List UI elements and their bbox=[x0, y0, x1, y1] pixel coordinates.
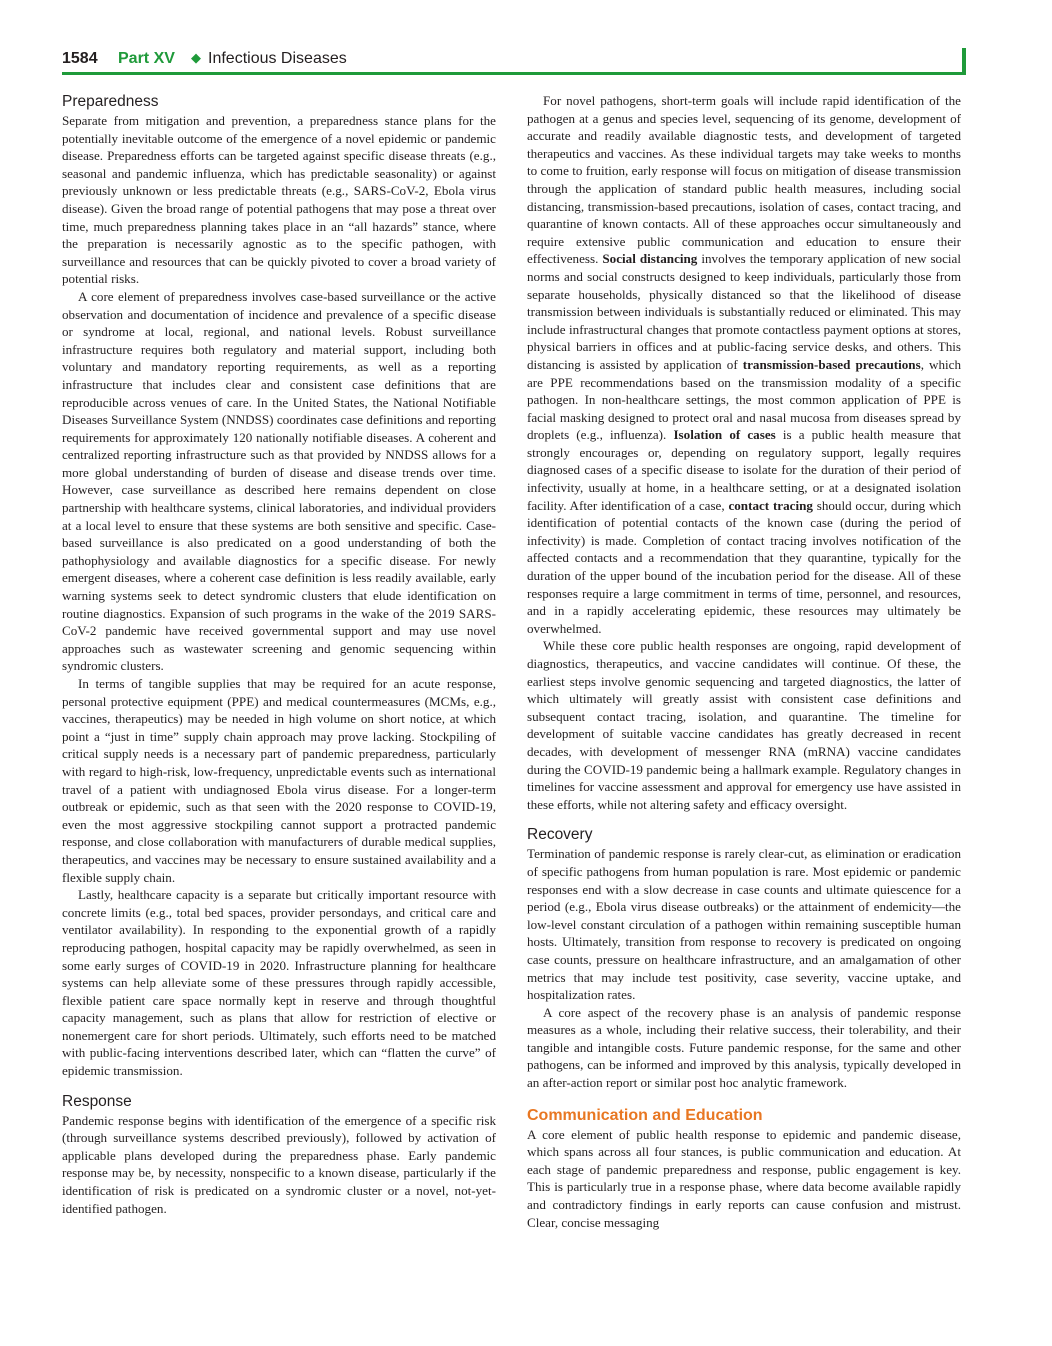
key-term-transmission-based-precautions: transmission-based precautions bbox=[742, 356, 921, 372]
section-heading-response: Response bbox=[62, 1092, 132, 1110]
paragraph: In terms of tangible supplies that may be required for an acute response, personal protective equipment (PPE) and medical countermeasures (MCMs, e.g., vaccines, therapeutics) may be needed in high volume on short notice, at which point a “just in time” supply chain approach may prove lacking. Stockpiling of critical supply needs is a necessary part of pandemic preparedness, particularly with regard to high-risk, low-frequency, unpredictable events such as international travel of a patient with undiagnosed Ebola virus disease. For a longer-term outbreak or epidemic, such as that seen with the 2020 response to COVID-19, even the most aggressive stockpiling cannot support a protracted pandemic response, and close collaboration with manufacturers of durable medical supplies, therapeutics, and vaccines may be necessary to ensure sustained availability and a flexible supply chain. bbox=[62, 676, 496, 885]
left-column bbox=[62, 92, 496, 1217]
section-heading-preparedness: Preparedness bbox=[62, 93, 159, 110]
section-heading-communication: Communication and Education bbox=[527, 1106, 763, 1124]
part-label: Part XV bbox=[118, 50, 175, 67]
running-header bbox=[62, 48, 962, 72]
text-run: involves the temporary application of new social norms and social constructs designed to keep individuals, particularly those from separate households, physically distanced so that the likelihood of disease transmission between individuals is substantially reduced or eliminated. This may include infrastructural changes that promote contactless payment options at stores, physical barriers in offices and at public-facing service desks, and others. This distancing is assisted by application of bbox=[527, 251, 961, 372]
header-rule-end bbox=[962, 48, 966, 75]
paragraph: Separate from mitigation and prevention, a preparedness stance plans for the potentially inevitable outcome of the emergence of a novel epidemic or pandemic disease. Preparedness efforts can be targeted against specific disease threats (e.g., seasonal and pandemic influenza, which has predictable seasonality) or against previously unknown or less predictable threats (e.g., SARS-CoV-2, Ebola virus disease). Given the broad range of potential pathogens that may pose a threat over time, much preparedness planning takes place in an “all hazards” stance, where the preparation is necessarily agnostic as to the specific pathogen, with surveillance and resources that can be quickly pivoted to cover a broad variety of potential risks. bbox=[62, 113, 496, 287]
paragraph: A core aspect of the recovery phase is an analysis of pandemic response measures as a whole, including their relative success, their tolerability, and their tangible and intangible costs. Future pandemic response, for the same and other pathogens, can be informed and improved by this analysis, typically developed in an after-action report or similar post hoc analytic framework. bbox=[527, 1004, 961, 1091]
text-run: is a public health measure that strongly encourages or, depending on regulatory support, legally requires diagnosed cases of a specific disease to isolate for the duration of their period of infectivity, usually at home, in a healthcare setting, or at a designated isolation facility. After identification of a case, bbox=[527, 427, 962, 513]
key-term-contact-tracing: contact tracing bbox=[728, 497, 813, 513]
paragraph: Lastly, healthcare capacity is a separate but critically important resource with concrete limits (e.g., total bed spaces, provider persondays, and critical care and ventilator availability). In responding to the exponential growth of a rapidly reproducing pathogen, hospital capacity may be rapidly overwhelmed, as seen in some early surges of COVID-19 in 2020. Infrastructure planning for healthcare systems can help alleviate some of these pressures through rapidly accessible, flexible patient care space normally kept in reserve and through thoughtful capacity management, such as plans that allow for restriction of elective or nonemergent care for short periods. Ultimately, such efforts need to be matched with public-facing interventions described later, which can “flatten the curve” of epidemic transmission. bbox=[62, 887, 496, 1079]
paragraph bbox=[527, 92, 961, 637]
section-heading-recovery: Recovery bbox=[527, 826, 593, 844]
header-rule bbox=[62, 72, 962, 75]
key-term-social-distancing: Social distancing bbox=[602, 251, 698, 267]
text-run: , which are PPE recommendations based on the transmission modality of a specific pathogen. In non-healthcare settings, the most common application of PPE is facial masking designed to protect oral and nasal mucosa from diseases spread by droplets (e.g., influenza). bbox=[527, 356, 962, 443]
text-run: should occur, during which identification of potential contacts of the known case (during the period of infectivity) is made. Completion of contact tracing involves notification of the affected contacts and a recommendation that they quarantine, typically for the duration of the upper bound of the incubation period for the disease. All of these responses require a large commitment in terms of time, personnel, and resources, and in a rapidly accelerating epidemic, these resources may ultimately be overwhelmed. bbox=[527, 497, 961, 636]
page-number: 1584 bbox=[62, 50, 98, 67]
paragraph: A core element of public health response to epidemic and pandemic disease, which spans across all four stances, is public communication and education. At each stage of pandemic preparedness and response, public engagement is key. This is particularly true in a response phase, where data become available rapidly and contradictory findings in early reports can cause confusion and mistrust. Clear, concise messaging bbox=[527, 1126, 961, 1230]
paragraph: Termination of pandemic response is rarely clear-cut, as elimination or eradication of specific pathogens from human population is rare. Most epidemic or pandemic responses end with a slow decrease in case counts and ultimate quiescence for a period (e.g., Ebola virus disease outbreaks) or the attainment of endemicity—the low-level constant circulation of a pathogen within remaining susceptible human hosts. Ultimately, transition from response to recovery is predicated on ongoing case counts, pressure on healthcare infrastructure, and an amalgamation of other metrics that may include test positivity, case severity, vaccine uptake, and hospitalization rates. bbox=[527, 846, 961, 1003]
right-column bbox=[527, 92, 961, 1231]
diamond-separator-icon: ◆ bbox=[191, 51, 201, 66]
key-term-isolation-of-cases: Isolation of cases bbox=[673, 427, 776, 443]
paragraph: A core element of preparedness involves case-based surveillance or the active observation and documentation of incidence and prevalence of a specific disease or syndrome at local, regional, and national levels. Robust surveillance infrastructure requires both regulatory and material support, including both voluntary and mandatory reporting requirements, as well as a reporting infrastructure that includes clear and consistent case definitions that are reproducible across venues of care. In the United States, the National Notifiable Diseases Surveillance System (NNDSS) coordinates case definitions and reporting requirements for approximately 120 nationally notifiable diseases. A coherent and centralized reporting infrastructure such as that provided by NNDSS allows for a more global understanding of burden of disease and disease trends over time. However, case surveillance as described here remains dependent on close partnership with healthcare systems, clinical laboratories, and individual providers at a local level to ensure that these systems are both sensitive and specific. Case-based surveillance is also predicated on a good understanding of both the pathophysiology and available diagnostics for a specific disease. For newly emergent diseases, where a coherent case definition is less readily available, early warning systems seek to detect syndromic clusters that elude identification on routine diagnostics. Expansion of such programs in the wake of the 2019 SARS-CoV-2 pandemic have received governmental support and may use novel approaches such as wastewater screening and genomic sequencing within syndromic clusters. bbox=[62, 288, 496, 674]
paragraph: Pandemic response begins with identification of the emergence of a specific risk (through surveillance systems described previously), followed by activation of applicable plans developed during the preparedness phase. Early pandemic response may be, by necessity, nonspecific to a known disease, particularly if the identification of risk is predicated on a syndromic cluster or a novel, not-yet-identified pathogen. bbox=[62, 1112, 496, 1216]
paragraph: While these core public health responses are ongoing, rapid development of diagnostics, therapeutics, and vaccine candidates will continue. Of these, the earliest steps involve genomic sequencing and targeted diagnostics, the latter of which ultimately will greatly assist with consistent case definitions and subsequent contact tracing, isolation, and quarantine. The timeline for development of suitable vaccine candidates has greatly decreased in recent decades, with development of messenger RNA (mRNA) vaccine candidates during the COVID-19 pandemic being a hallmark example. Regulatory changes in timelines for vaccine assessment and approval for emergency use have assisted in these efforts, while not altering safety and efficacy oversight. bbox=[527, 638, 961, 812]
text-run: For novel pathogens, short-term goals will include rapid identification of the pathogen at a genus and species level, sequencing of its genome, development of accurate and readily available diagnostic tests, and development of targeted therapeutics and vaccines. As these individual targets may take weeks to months to come to fruition, early response will focus on mitigation of disease transmission through the application of standard public health measures, including social distancing, transmission-based precautions, isolation of cases, contact tracing, and quarantine of known contacts. All of these approaches occur simultaneously and require extensive public communication and education to ensure their effectiveness. bbox=[527, 93, 961, 267]
chapter-title: Infectious Diseases bbox=[208, 50, 347, 67]
